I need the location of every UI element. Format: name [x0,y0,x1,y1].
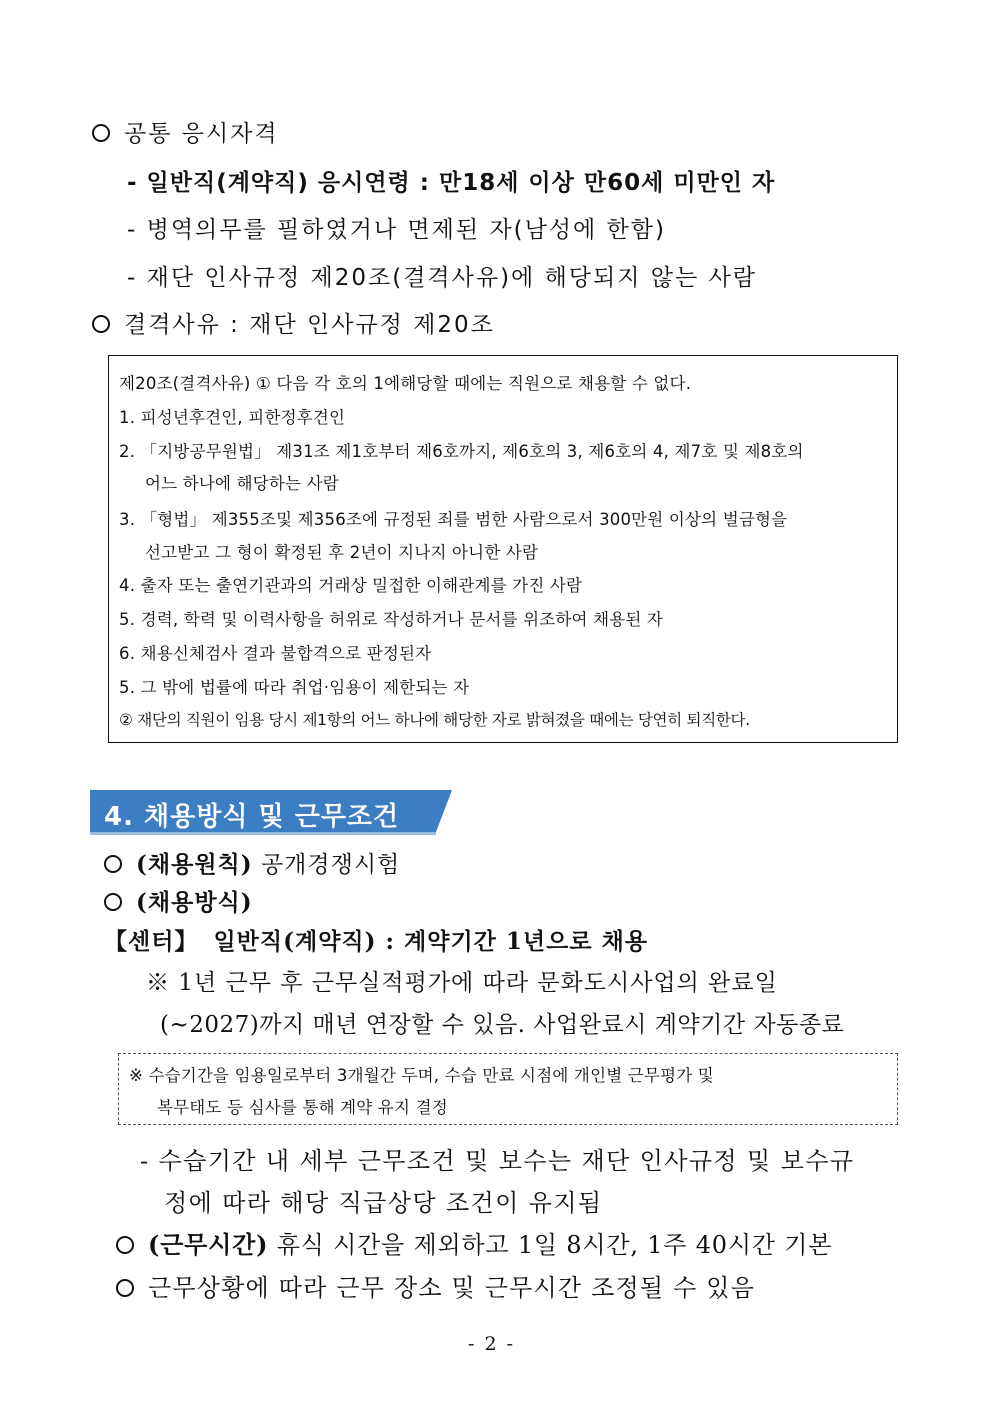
eligibility-age: - 일반직(계약직) 응시연령 : 만18세 이상 만60세 미만인 자 [127,170,776,196]
recruit-method: (채용방식) [104,884,253,917]
probation-line: 복무태도 등 심사를 통해 계약 유지 결정 [157,1098,448,1117]
circle-bullet-icon [104,893,122,911]
article-line: 2. 「지방공무원법」 제31조 제1호부터 제6호까지, 제6호의 3, 제6호의 4, 제7호 및 제8호의 [119,442,804,461]
article-line: 5. 그 밖에 법률에 따라 취업·임용이 제한되는 자 [119,678,470,697]
circle-bullet-icon [92,315,110,333]
circle-bullet-icon [116,1236,134,1254]
circle-bullet-icon [92,124,110,142]
eligibility-heading: 공통 응시자격 [92,115,279,148]
article-line: 3. 「형법」 제355조및 제356조에 규정된 죄를 범한 사람으로서 300만원 이상의 벌금형을 [119,510,788,529]
article-line: 어느 하나에 해당하는 사람 [145,474,339,493]
work-adjust: 근무상황에 따라 근무 장소 및 근무시간 조정될 수 있음 [116,1268,755,1303]
article-line: 5. 경력, 학력 및 이력사항을 허위로 작성하거나 문서를 위조하여 채용된 자 [119,610,664,629]
probation-detail-2: 정에 따라 해당 직급상당 조건이 유지됨 [164,1189,603,1217]
extension-note-2: (~2027)까지 매년 연장할 수 있음. 사업완료시 계약기간 자동종료 [160,1012,845,1038]
article-line: 6. 채용신체검사 결과 불합격으로 판정된자 [119,644,432,663]
center-contract: 【센터】 일반직(계약직) : 계약기간 1년으로 채용 [104,928,649,955]
page-number: - 2 - [468,1333,516,1355]
probation-detail-1: - 수습기간 내 세부 근무조건 및 보수는 재단 인사규정 및 보수규 [140,1147,855,1175]
probation-box [118,1053,898,1125]
recruit-principle: (채용원칙) 공개경쟁시험 [104,846,400,879]
circle-bullet-icon [116,1279,134,1297]
extension-note-1: ※ 1년 근무 후 근무실적평가에 따라 문화도시사업의 완료일 [146,970,778,996]
eligibility-military: - 병역의무를 필하였거나 면제된 자(남성에 한함) [127,217,666,243]
eligibility-rule: - 재단 인사규정 제20조(결격사유)에 해당되지 않는 사람 [127,265,757,291]
article-line: ② 재단의 직원이 임용 당시 제1항의 어느 하나에 해당한 자로 밝혀졌을 때에는 당연히 퇴직한다. [119,711,750,729]
disqualification-box [108,355,898,743]
disqualification-heading: 결격사유 : 재단 인사규정 제20조 [92,306,495,339]
article-line: 4. 출자 또는 출연기관과의 거래상 밀접한 이해관계를 가진 사람 [119,576,583,595]
section-4-header [90,790,436,832]
article-line: 1. 피성년후견인, 피한정후견인 [119,408,346,427]
section-4-title: 4. 채용방식 및 근무조건 [104,802,400,832]
article-line: 제20조(결격사유) ① 다음 각 호의 1에해당할 때에는 직원으로 채용할 수 없다. [119,374,692,393]
probation-line: ※ 수습기간을 임용일로부터 3개월간 두며, 수습 만료 시점에 개인별 근무평가 및 [129,1066,714,1085]
work-hours: (근무시간) 휴식 시간을 제외하고 1일 8시간, 1주 40시간 기본 [116,1225,832,1260]
article-line: 선고받고 그 형이 확정된 후 2년이 지나지 아니한 사람 [145,543,539,562]
circle-bullet-icon [104,855,122,873]
